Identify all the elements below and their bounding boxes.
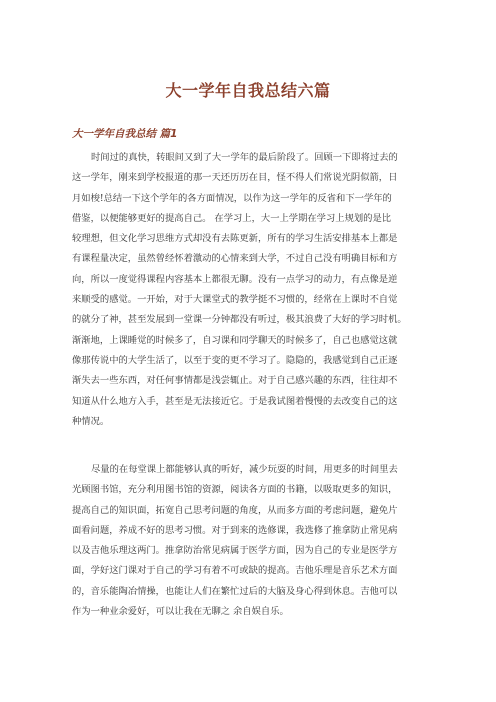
- paragraph-line: 尽量的在每堂课上都能够认真的听好，减少玩耍的时间，用更多的时间里去: [91, 464, 398, 475]
- paragraph-line: 有课程量决定，虽然曾经怀着激动的心情来到大学，不过自己没有明确目标和方: [72, 253, 398, 265]
- paragraph-line: 渐渐地，上课睡觉的时候多了，自习课和同学聊天的时候多了，自己也感觉这就: [72, 334, 398, 346]
- paragraph-line: 种情况。: [72, 415, 110, 427]
- paragraph-line: 的就分了神，甚至发展到一堂课一分钟都没有听过，极其浪费了大好的学习时机。: [72, 314, 407, 326]
- paragraph-line: 月如梭!总结一下这个学年的各方面情况，以作为这一学年的反省和下一学年的: [72, 192, 392, 204]
- paragraph-line: 借鉴，以便能够更好的提高自己。 在学习上，大一上学期在学习上规划的是比: [72, 212, 392, 224]
- document-title: 大一学年自我总结六篇: [165, 81, 331, 100]
- paragraph-line: 面，学好这门课对于自己的学习有着不可或缺的提高。吉他乐理是音乐艺术方面: [72, 565, 398, 577]
- paragraph-line: 像那传说中的大学生活了，以至于变的更不学习了。隐隐的，我感觉到自己正逐: [72, 354, 398, 366]
- paragraph-line: 面看问题，养成不好的思考习惯。对于到来的选修课，我选修了推拿防止常见病: [72, 524, 398, 536]
- paragraph-line: 这一学年，刚来到学校报道的那一天还历历在目，怪不得人们常说光阴似箭，日: [72, 172, 398, 184]
- paragraph-line: 向，所以一度觉得课程内容基本上都很无聊。没有一点学习的动力，有点像是逆: [72, 273, 398, 285]
- paragraph-line: 较理想，但文化学习思维方式却没有去陈更新，所有的学习生活安排基本上都是: [72, 233, 398, 245]
- paragraph-2: [72, 460, 424, 622]
- paragraph-line: 渐失去一些东西，对任何事情都是浅尝辄止。对于自己感兴趣的东西，往往却不: [72, 375, 398, 387]
- paragraph-line: 光顾图书馆，充分利用图书馆的资源，阅读各方面的书籍，以吸取更多的知识，: [72, 484, 398, 496]
- paragraph-line: 来顺受的感觉。一开始，对于大课堂式的教学挺不习惯的，经常在上课时不自觉: [72, 294, 398, 306]
- paragraph-1: [72, 148, 424, 432]
- paragraph-line: 时间过的真快，转眼间又到了大一学年的最后阶段了。回顾一下即将过去的: [91, 152, 398, 163]
- paragraph-line: 知道从什么地方入手，甚至是无法接近它。于是我试图着慢慢的去改变自己的这: [72, 395, 398, 407]
- section-heading: 大一学年自我总结 篇1: [72, 128, 178, 140]
- paragraph-line: 的，音乐能陶冶情操，也能让人们在繁忙过后的大脑及身心得到休息。吉他可以: [72, 585, 398, 597]
- paragraph-line: 以及吉他乐理这两门。推拿防治常见病属于医学方面，因为自己的专业是医学方: [72, 545, 398, 557]
- paragraph-line: 提高自己的知识面，拓宽自己思考问题的角度，从而多方面的考虑问题，避免片: [72, 504, 398, 516]
- paragraph-line: 作为一种业余爱好，可以让我在无聊之 余自娱自乐。: [72, 606, 289, 618]
